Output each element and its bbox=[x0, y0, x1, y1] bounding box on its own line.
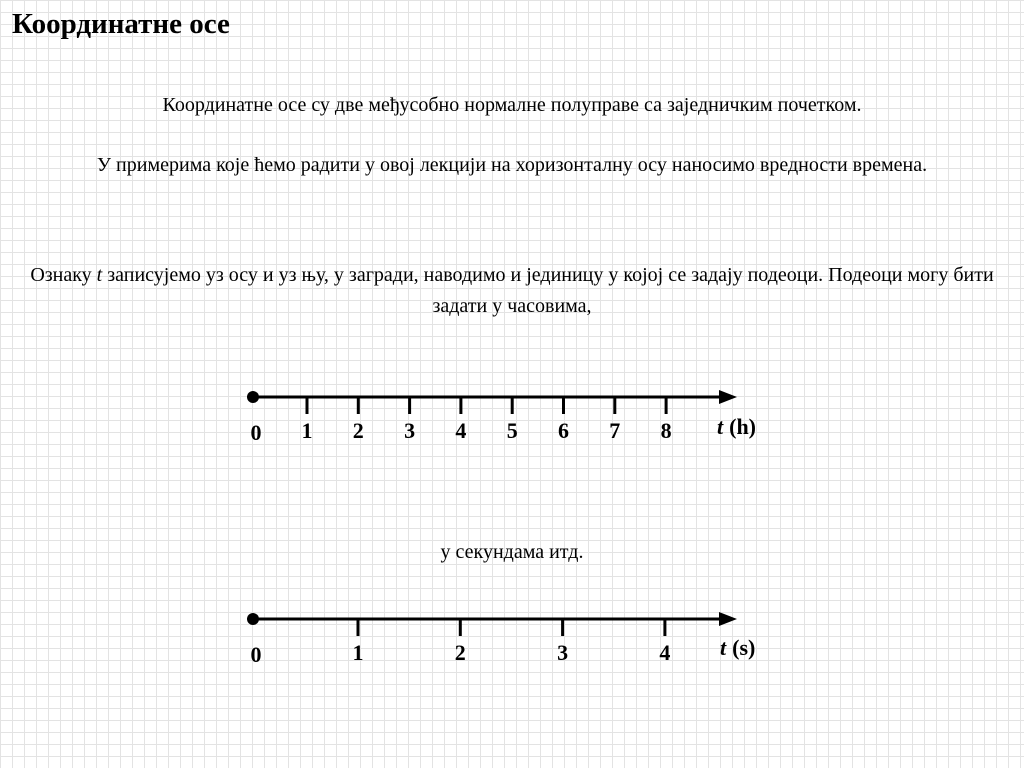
tick-label: 4 bbox=[455, 418, 467, 443]
tick-label: 3 bbox=[557, 640, 569, 665]
tick-label: 1 bbox=[352, 640, 364, 665]
axis-origin-dot bbox=[247, 613, 259, 625]
axis-symbol: t bbox=[720, 635, 727, 660]
axis-unit-label bbox=[720, 635, 755, 660]
label-paragraph-start: Ознаку bbox=[30, 264, 97, 286]
axis-origin-dot bbox=[247, 391, 259, 403]
time-axis-hours bbox=[0, 380, 1024, 460]
origin-label: 0 bbox=[250, 420, 262, 445]
tick-label: 2 bbox=[352, 418, 364, 443]
tick-group bbox=[302, 397, 672, 443]
axis-arrowhead bbox=[719, 612, 737, 626]
tick-label: 6 bbox=[558, 418, 569, 443]
tick-label: 4 bbox=[659, 640, 671, 665]
label-paragraph-end: записујемо уз осу и уз њу, у загради, наводимо и јединицу у којој се задају подеоци. Подеоци могу бити задати у часовима, bbox=[102, 264, 994, 317]
axis-unit: (s) bbox=[732, 635, 756, 660]
tick-label: 8 bbox=[660, 418, 672, 443]
time-axis-paragraph: У примерима које ћемо радити у овој лекцији на хоризонталну осу наносимо вредности времена. bbox=[96, 154, 928, 176]
tick-label: 5 bbox=[506, 418, 518, 443]
definition-paragraph: Координатне осе су две међусобно нормалне полуправе са заједничким почетком. bbox=[162, 94, 862, 116]
page-title: Координатне осе bbox=[12, 8, 230, 40]
origin-label: 0 bbox=[250, 642, 262, 667]
axis-arrowhead bbox=[719, 390, 737, 404]
tick-label: 2 bbox=[454, 640, 466, 665]
label-paragraph-symbol: t bbox=[96, 264, 103, 286]
axis-unit: (h) bbox=[729, 414, 757, 439]
label-paragraph bbox=[20, 260, 1004, 322]
seconds-paragraph: у секундама итд. bbox=[440, 541, 584, 563]
axis-unit-label bbox=[717, 414, 756, 439]
tick-label: 7 bbox=[609, 418, 621, 443]
tick-label: 1 bbox=[301, 418, 313, 443]
tick-label: 3 bbox=[404, 418, 416, 443]
axis-symbol: t bbox=[717, 414, 724, 439]
time-axis-seconds bbox=[0, 600, 1024, 680]
tick-group bbox=[353, 619, 671, 665]
